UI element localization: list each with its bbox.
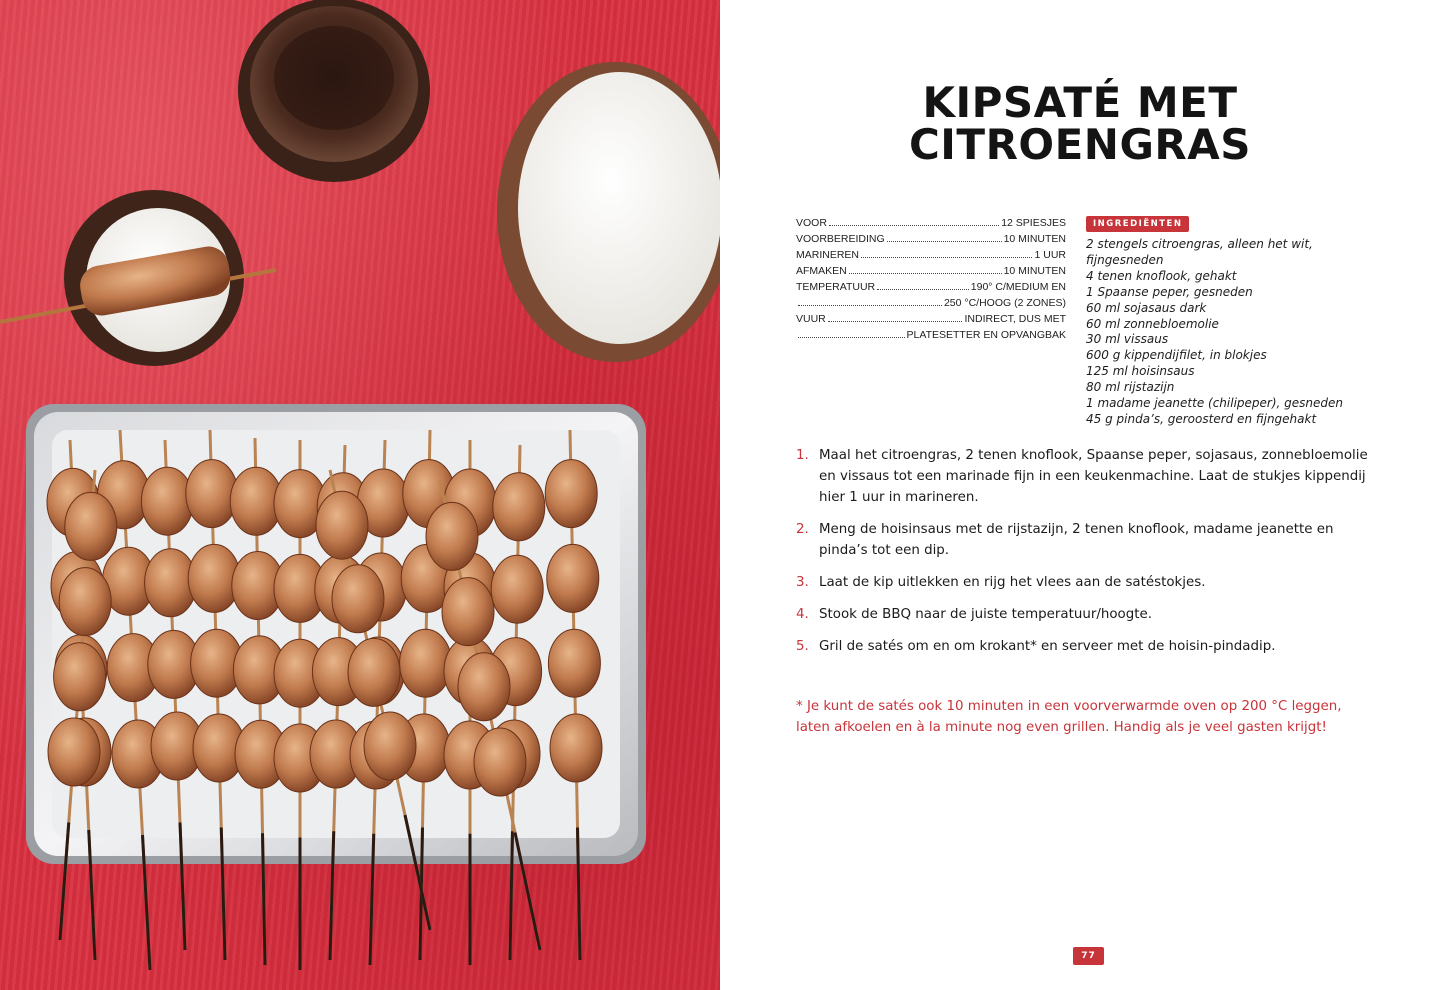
step-number: 2. — [796, 522, 809, 537]
step-item — [796, 572, 1368, 593]
chicken-piece — [332, 565, 384, 633]
meta-label: AFMAKEN — [796, 265, 847, 277]
step-item — [796, 636, 1368, 657]
chicken-piece — [442, 578, 494, 646]
empty-bowl — [238, 0, 430, 182]
meta-label: VUUR — [796, 313, 826, 325]
meta-value: 10 MINUTEN — [1003, 233, 1066, 245]
ingredient-item: 80 ml rijstazijn — [1086, 380, 1175, 395]
ingredient-item: fijngesneden — [1086, 252, 1164, 267]
recipe-tip-note: * Je kunt de satés ook 10 minuten in een voorverwarmde oven op 200 °C leggen, laten afkoelen en à la minute nog even grillen. Handig als je veel gasten krijgt! — [796, 699, 1342, 735]
ingredient-item: 1 madame jeanette (chilipeper), gesneden — [1086, 396, 1343, 411]
meta-value: 250 °C/HOOG (2 ZONES) — [943, 297, 1066, 309]
meta-leader-dots — [798, 337, 905, 338]
chicken-piece — [493, 473, 545, 541]
ingredients-list — [1086, 237, 1346, 428]
chicken-piece — [426, 502, 478, 570]
chicken-piece — [491, 555, 543, 623]
meta-value: PLATESETTER EN OPVANGBAK — [906, 329, 1066, 341]
chicken-piece — [548, 629, 600, 697]
chicken-skewers — [47, 430, 602, 970]
meta-leader-dots — [798, 305, 942, 306]
meta-row — [796, 295, 1066, 311]
step-number: 1. — [796, 448, 809, 463]
meta-leader-dots — [829, 225, 999, 226]
rice-bowl-large — [497, 62, 720, 362]
chicken-piece — [316, 491, 368, 559]
recipe-title-line-2: CITROENGRAS — [908, 120, 1252, 169]
step-text: Stook de BBQ naar de juiste temperatuur/hoogte. — [819, 607, 1152, 622]
meta-label: TEMPERATUUR — [796, 281, 876, 293]
ingredient-item: 45 g pinda’s, geroosterd en fijngehakt — [1086, 411, 1317, 426]
chicken-piece — [141, 467, 193, 535]
meta-label: VOORBEREIDING — [796, 233, 885, 245]
recipe-title — [720, 78, 1440, 169]
step-number: 5. — [796, 639, 809, 654]
recipe-title-line-1: KIPSATÉ MET — [922, 78, 1238, 127]
rice-bowl-small — [0, 190, 276, 366]
page-number: 77 — [1073, 947, 1104, 965]
recipe-meta-table — [796, 215, 1066, 343]
chicken-piece — [400, 629, 452, 697]
chicken-piece — [54, 643, 106, 711]
meta-row — [796, 279, 1066, 295]
chicken-piece — [550, 714, 602, 782]
meta-leader-dots — [877, 289, 969, 290]
chicken-piece — [48, 718, 100, 786]
meta-value: INDIRECT, DUS MET — [964, 313, 1066, 325]
chicken-piece — [59, 568, 111, 636]
meta-row — [796, 247, 1066, 263]
meta-row — [796, 327, 1066, 343]
step-number: 3. — [796, 575, 809, 590]
meta-value: 1 UUR — [1034, 249, 1066, 261]
preparation-steps — [796, 445, 1368, 668]
chicken-piece — [186, 460, 238, 528]
step-item — [796, 445, 1368, 508]
meta-leader-dots — [887, 241, 1002, 242]
step-text: Laat de kip uitlekken en rijg het vlees aan de satéstokjes. — [819, 575, 1206, 590]
step-text: Meng de hoisinsaus met de rijstazijn, 2 tenen knoflook, madame jeanette en pinda’s tot een dip. — [819, 522, 1334, 558]
ingredient-item: 60 ml zonnebloemolie — [1086, 316, 1219, 331]
meta-leader-dots — [849, 273, 1002, 274]
ingredients-heading: INGREDIËNTEN — [1086, 216, 1189, 232]
meta-row — [796, 311, 1066, 327]
chicken-piece — [348, 638, 400, 706]
chicken-piece — [364, 712, 416, 780]
ingredient-item: 1 Spaanse peper, gesneden — [1086, 284, 1253, 299]
meta-label: VOOR — [796, 217, 827, 229]
meta-value: 190° C/MEDIUM EN — [970, 281, 1066, 293]
meta-value: 12 SPIESJES — [1001, 217, 1066, 229]
chicken-piece — [545, 460, 597, 528]
meta-row — [796, 263, 1066, 279]
meta-label: MARINEREN — [796, 249, 860, 261]
chicken-piece — [65, 492, 117, 560]
chicken-piece — [474, 728, 526, 796]
step-text: Gril de satés om en om krokant* en serveer met de hoisin-pindadip. — [819, 639, 1276, 654]
step-text: Maal het citroengras, 2 tenen knoflook, Spaanse peper, sojasaus, zonnebloemolie en vissaus tot een marinade fijn in een keukenmachine. Laat de stukjes kippendij hier 1 uur in marineren. — [819, 448, 1368, 505]
ingredient-item: 30 ml vissaus — [1086, 332, 1169, 347]
meta-value: 10 MINUTEN — [1003, 265, 1066, 277]
step-number: 4. — [796, 607, 809, 622]
ingredient-item: 125 ml hoisinsaus — [1086, 364, 1195, 379]
meta-leader-dots — [828, 321, 963, 322]
meta-row — [796, 215, 1066, 231]
step-item — [796, 604, 1368, 625]
meta-row — [796, 231, 1066, 247]
chicken-piece — [458, 653, 510, 721]
step-item — [796, 519, 1368, 561]
recipe-page — [720, 0, 1440, 990]
ingredient-item: 2 stengels citroengras, alleen het wit, — [1086, 237, 1313, 251]
ingredient-item: 600 g kippendijfilet, in blokjes — [1086, 348, 1267, 363]
chicken-piece — [547, 544, 599, 612]
ingredient-item: 60 ml sojasaus dark — [1086, 300, 1207, 315]
meta-leader-dots — [861, 257, 1032, 258]
ingredient-item: 4 tenen knoflook, gehakt — [1086, 268, 1237, 283]
